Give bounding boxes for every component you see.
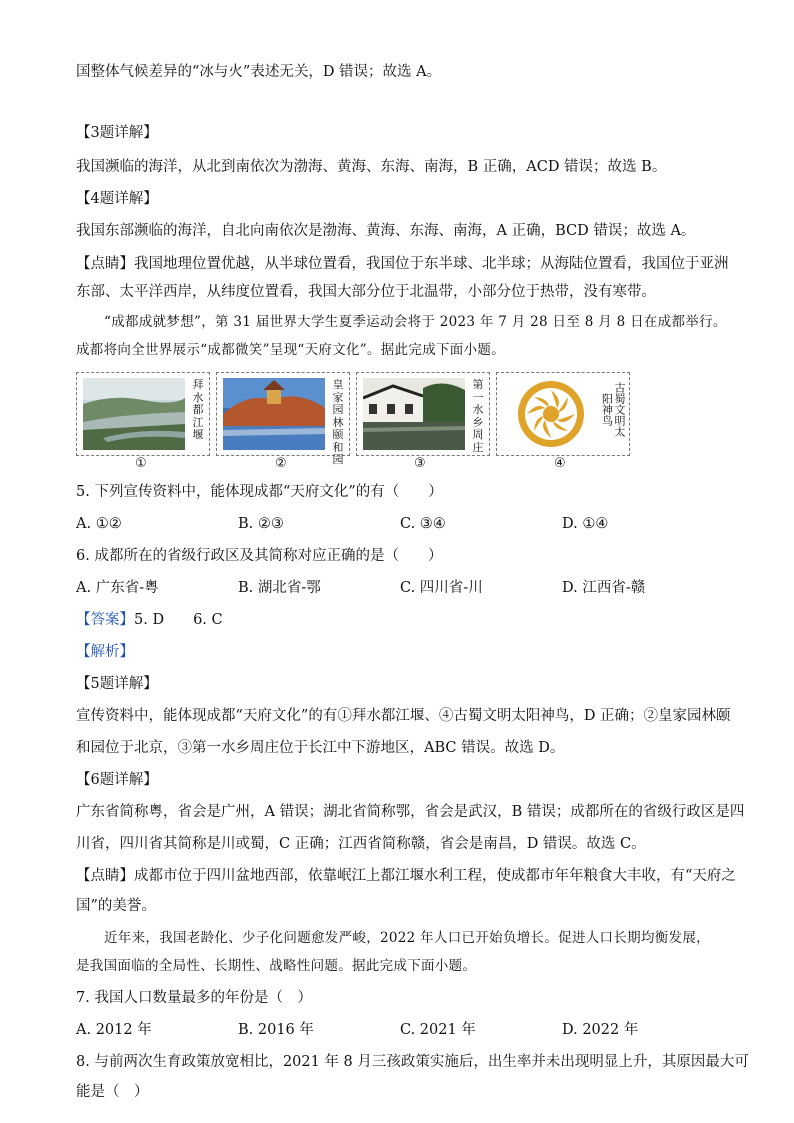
question-8-stem: 8. 与前两次生育政策放宽相比，2021 年 8 月三孩政策实施后，出生率并未出现明显上升，其原因最大可 — [76, 1054, 749, 1070]
summer-palace-photo — [223, 378, 325, 450]
answer-line — [76, 610, 718, 630]
q7-option-d: D. 2022 年 — [562, 1022, 639, 1038]
image-number: ② — [275, 456, 287, 471]
analysis-label: 【解析】 — [76, 644, 134, 660]
section-label-q3: 【3题详解】 — [76, 125, 158, 141]
text-line: 我国东部濒临的海洋，自北向南依次是渤海、黄海、东海、南海，A 正确，BCD 错误；故选 A。 — [76, 223, 696, 239]
image-caption: 拜 水 都 江 堰 — [192, 378, 204, 441]
image-number: ③ — [414, 456, 426, 471]
q6-option-a: A. 广东省-粤 — [76, 580, 159, 596]
q7-option-b: B. 2016 年 — [238, 1022, 314, 1038]
image-panel-sunbird — [496, 372, 630, 456]
section-label-q5: 【5题详解】 — [76, 676, 158, 692]
image-caption: 第 一 水 乡 周 庄 — [472, 378, 484, 454]
q5-option-d: D. ①④ — [562, 516, 609, 532]
text-line: 东部、太平洋西岸，从纬度位置看，我国大部分位于北温带，小部分位于热带，没有寒带。 — [76, 284, 656, 300]
sun-bird-icon — [503, 378, 605, 450]
question-5-stem: 5. 下列宣传资料中，能体现成都“天府文化”的有（ ） — [76, 484, 443, 500]
q6-option-c: C. 四川省-川 — [400, 580, 483, 596]
image-caption: 皇 家 园 林 颐 和 园 — [332, 378, 344, 466]
question-8-stem-cont: 能是（ ） — [76, 1084, 149, 1100]
answer-label: 【答案】 — [76, 612, 134, 628]
text-line: 国”的美誉。 — [76, 898, 156, 914]
image-number: ④ — [554, 456, 566, 471]
material-text: 成都将向全世界展示“成都微笑”呈现“天府文化”。据此完成下面小题。 — [76, 342, 506, 358]
text-line: 宣传资料中，能体现成都“天府文化”的有①拜水都江堰、④古蜀文明太阳神鸟，D 正确；②皇家园林颐 — [76, 708, 731, 724]
material-text: 是我国面临的全局性、长期性、战略性问题。据此完成下面小题。 — [76, 958, 477, 974]
text-line: 广东省简称粤，省会是广州，A 错误；湖北省简称鄂，省会是武汉，B 错误；成都所在的省级行政区是四 — [76, 804, 745, 820]
text-line: 川省，四川省其简称是川或蜀，C 正确；江西省简称赣，省会是南昌，D 错误。故选 C。 — [76, 836, 646, 852]
text-line: 我国濒临的海洋，从北到南依次为渤海、黄海、东海、南海，B 正确，ACD 错误；故选 B。 — [76, 159, 667, 175]
q5-option-a: A. ①② — [76, 516, 122, 532]
dujiangyan-photo — [83, 378, 185, 450]
text-line: 和园位于北京，③第一水乡周庄位于长江中下游地区，ABC 错误。故选 D。 — [76, 740, 565, 756]
question-6-stem: 6. 成都所在的省级行政区及其简称对应正确的是（ ） — [76, 548, 443, 564]
image-panel-dujiangyan — [76, 372, 210, 456]
section-label-q4: 【4题详解】 — [76, 191, 158, 207]
question-7-stem: 7. 我国人口数量最多的年份是（ ） — [76, 990, 312, 1006]
image-panel-zhouzhuang — [356, 372, 490, 456]
q6-option-d: D. 江西省-赣 — [562, 580, 646, 596]
image-caption-text: 古蜀文明太阳神鸟 — [600, 381, 626, 437]
material-text: “成都成就梦想”，第 31 届世界大学生夏季运动会将于 2023 年 7 月 28 日至 8 月 8 日在成都举行。 — [104, 314, 727, 330]
q7-option-c: C. 2021 年 — [400, 1022, 476, 1038]
material-text: 近年来，我国老龄化、少子化问题愈发严峻，2022 年人口已开始负增长。促进人口长期均衡发展， — [104, 930, 710, 946]
image-number: ① — [135, 456, 147, 471]
section-label-q6: 【6题详解】 — [76, 772, 158, 788]
q6-option-b: B. 湖北省-鄂 — [238, 580, 321, 596]
text-line: 【点睛】成都市位于四川盆地西部，依靠岷江上都江堰水利工程，使成都市年年粮食大丰收，有“天府之 — [76, 868, 736, 884]
q5-option-b: B. ②③ — [238, 516, 284, 532]
image-caption — [600, 379, 626, 439]
zhouzhuang-photo — [363, 378, 465, 450]
q5-option-c: C. ③④ — [400, 516, 446, 532]
q7-option-a: A. 2012 年 — [76, 1022, 152, 1038]
image-panel-summer-palace — [216, 372, 350, 466]
answer-text: 5. D 6. C — [134, 612, 223, 628]
text-line: 国整体气候差异的“冰与火”表述无关，D 错误；故选 A。 — [76, 64, 442, 80]
text-line: 【点睛】我国地理位置优越，从半球位置看，我国位于东半球、北半球；从海陆位置看，我国位于亚洲 — [76, 256, 729, 272]
